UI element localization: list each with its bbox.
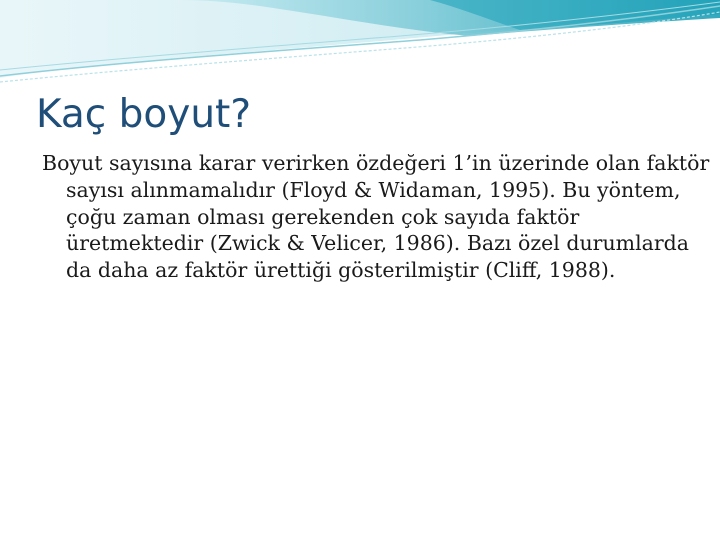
slide-title: Kaç boyut?: [36, 92, 252, 137]
header-wave-banner: [0, 0, 720, 90]
slide-body-paragraph: Boyut sayısına karar verirken özdeğeri 1’in üzerinde olan faktör sayısı alınmamalıdır (Floyd & Widaman, 1995). Bu yöntem, çoğu zaman olması gerekenden çok sayıda faktör üretmektedir (Zwick & Velicer, 1986). Bazı özel durumlarda da daha az faktör ürettiği gösterilmiştir (Cliff, 1988).: [42, 151, 710, 283]
